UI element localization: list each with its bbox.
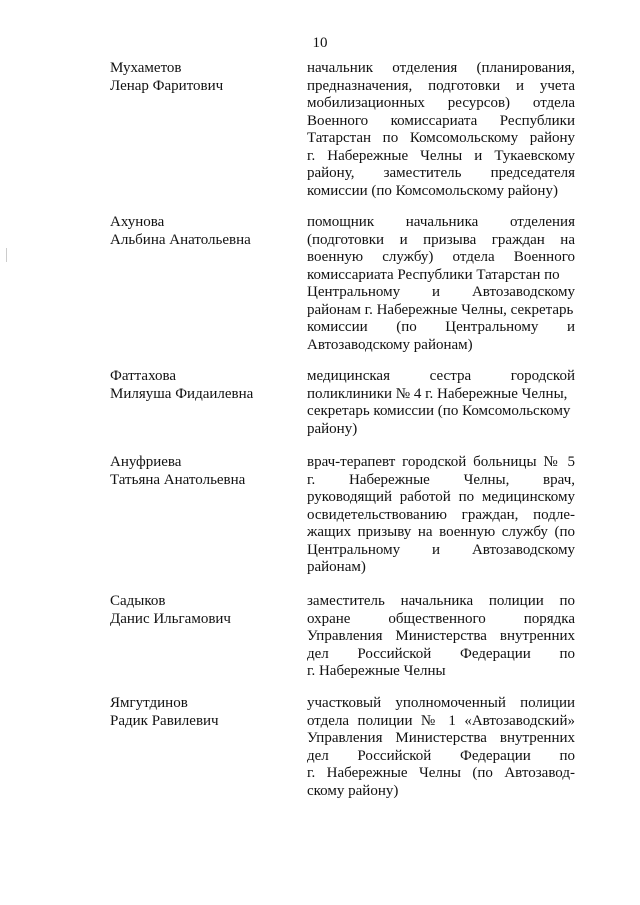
- position-line: комиссии (по Центральному и: [307, 319, 575, 335]
- position-line: предназначения, подготовки и учета: [307, 77, 575, 94]
- member-name: Ахунова Альбина Анатольевна: [110, 214, 251, 248]
- position-line: заместитель начальника полиции по: [307, 593, 575, 609]
- position-line: г. Набережные Челны, врач,: [307, 471, 575, 488]
- position-line: руководящий работой по медицинскому: [307, 489, 575, 505]
- page-number: 10: [312, 35, 328, 51]
- margin-mark: [6, 248, 7, 262]
- member-name: Садыков Данис Ильгамович: [110, 593, 231, 627]
- position-line: районам г. Набережные Челны, секретарь: [307, 301, 574, 318]
- position-line: дел Российской Федерации по: [307, 747, 575, 764]
- position-line: Управления Министерства внутренних: [307, 628, 575, 644]
- position-line: освидетельствованию граждан, подле-: [307, 506, 575, 523]
- position-line: секретарь комиссии (по Комсомольскому: [307, 403, 571, 419]
- position-line: (подготовки и призыва граждан на: [307, 231, 575, 248]
- position-line: отдела полиции № 1 «Автозаводский»: [307, 712, 575, 729]
- position-line: врач-терапевт городской больницы № 5: [307, 454, 575, 470]
- position-line: военную службу) отдела Военного: [307, 249, 575, 265]
- member-position: [307, 368, 575, 438]
- position-line: Автозаводскому районам): [307, 336, 473, 353]
- position-line: г. Набережные Челны и Тукаевскому: [307, 147, 575, 164]
- member-name: Фаттахова Миляуша Фидаилевна: [110, 368, 254, 402]
- position-line: Центральному и Автозаводскому: [307, 541, 575, 558]
- position-line: Военного комиссариата Республики: [307, 112, 575, 129]
- member-position: [307, 593, 575, 681]
- member-position: [307, 454, 575, 577]
- position-line: г. Набережные Челны: [307, 663, 446, 679]
- position-line: медицинская сестра городской: [307, 368, 575, 384]
- member-name: Ануфриева Татьяна Анатольевна: [110, 454, 246, 488]
- position-line: Центральному и Автозаводскому: [307, 284, 575, 300]
- member-position: [307, 60, 575, 200]
- position-line: Татарстан по Комсомольскому району: [307, 130, 575, 146]
- position-line: району, заместитель председателя: [307, 165, 575, 181]
- position-line: району): [307, 420, 358, 437]
- position-line: скому району): [307, 782, 399, 799]
- position-line: охране общественного порядка: [307, 610, 575, 627]
- position-line: комиссии (по Комсомольскому району): [307, 182, 558, 199]
- member-name: Ямгутдинов Радик Равилевич: [110, 695, 219, 729]
- position-line: мобилизационных ресурсов) отдела: [307, 95, 575, 111]
- position-line: жащих призыву на военную службу (по: [307, 524, 575, 540]
- position-line: дел Российской Федерации по: [307, 645, 575, 662]
- position-line: г. Набережные Челны (по Автозавод-: [307, 765, 575, 781]
- position-line: поликлиники № 4 г. Набережные Челны,: [307, 385, 568, 402]
- position-line: участковый уполномоченный полиции: [307, 695, 575, 711]
- member-name: Мухаметов Ленар Фаритович: [110, 60, 224, 94]
- position-line: помощник начальника отделения: [307, 214, 575, 230]
- member-position: [307, 695, 575, 800]
- position-line: районам): [307, 559, 366, 575]
- position-line: Управления Министерства внутренних: [307, 730, 575, 746]
- position-line: комиссариата Республики Татарстан по: [307, 266, 560, 283]
- position-line: начальник отделения (планирования,: [307, 60, 575, 76]
- member-position: [307, 214, 575, 354]
